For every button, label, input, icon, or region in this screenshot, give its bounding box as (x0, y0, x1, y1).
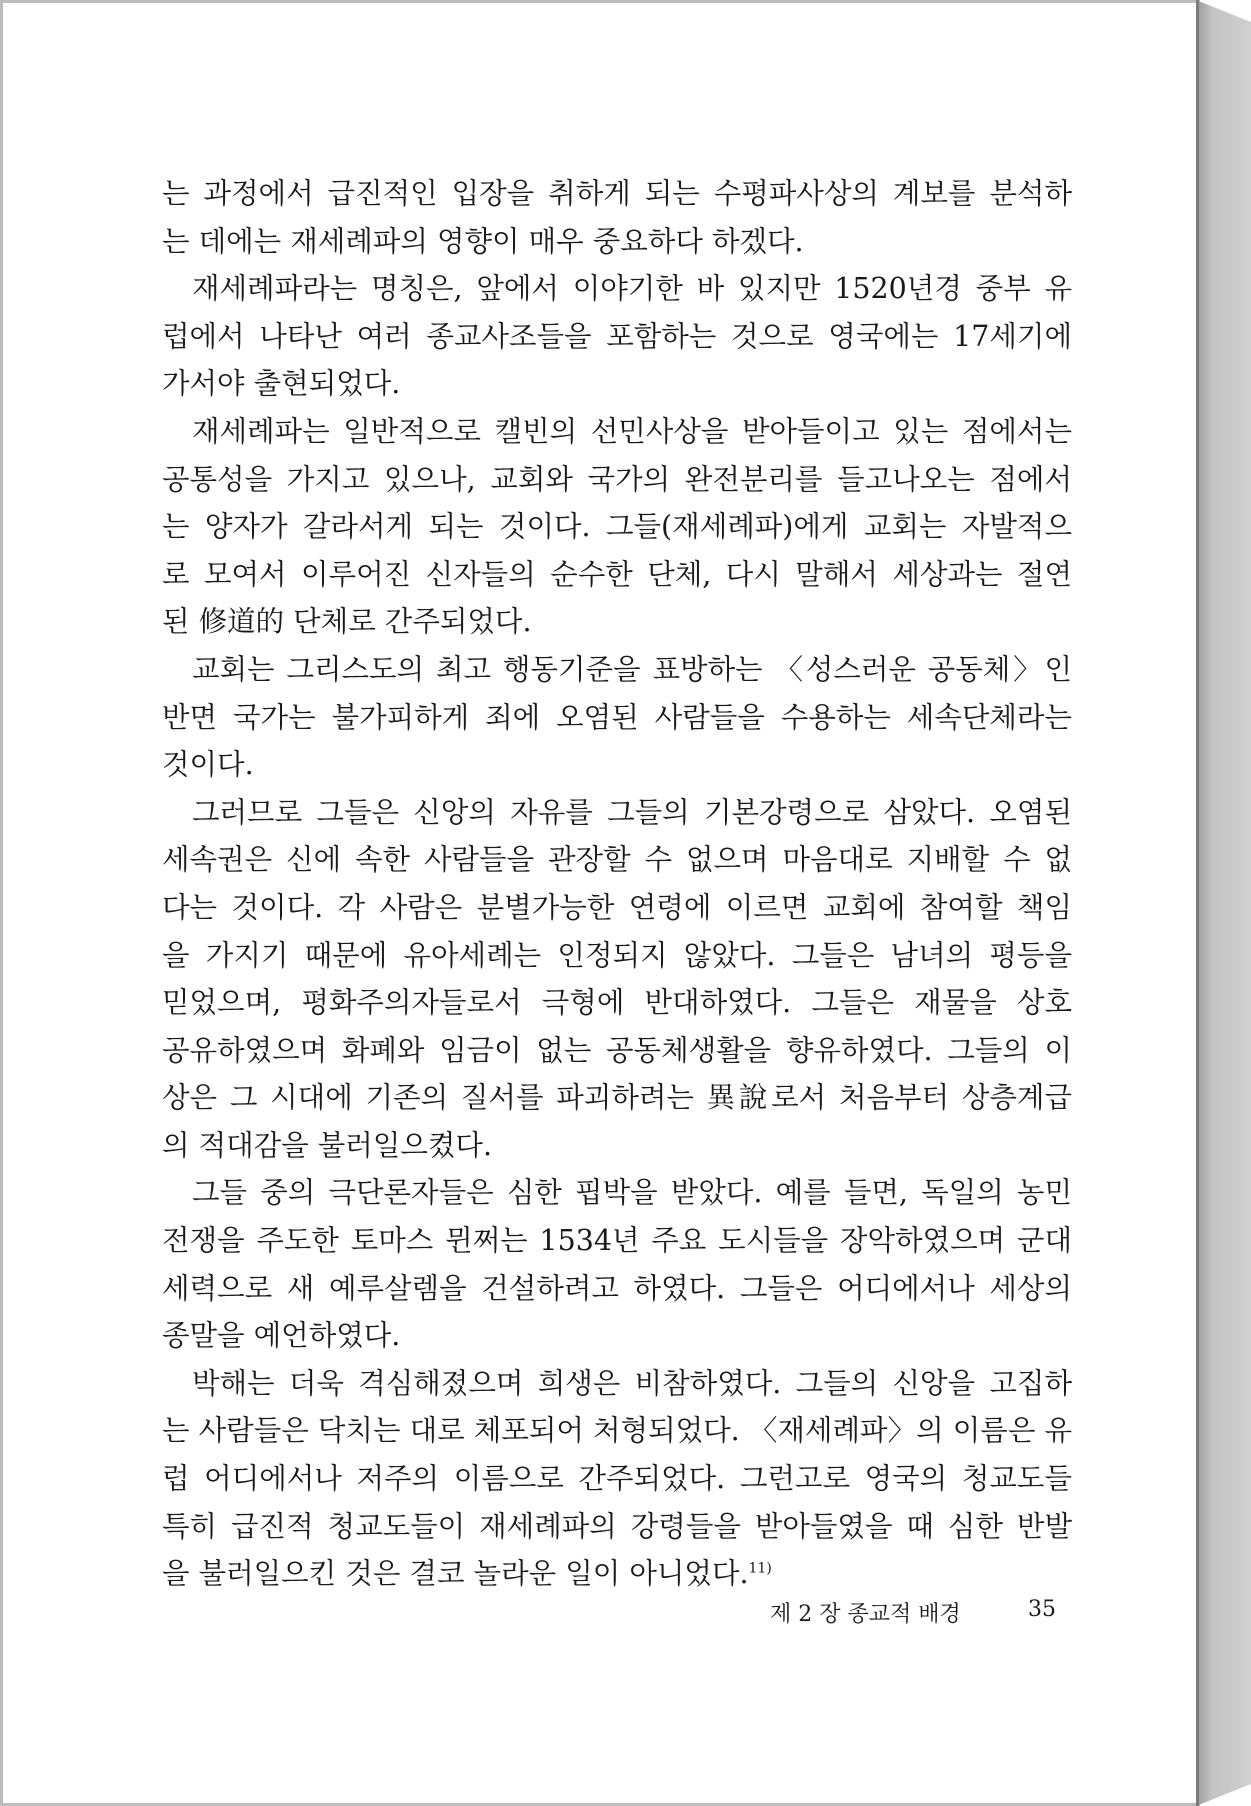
text-line: 을 불러일으킨 것은 결코 놀라운 일이 아니었다.$^{11)}$ (162, 1557, 772, 1591)
paragraph (162, 646, 1072, 789)
running-footer-chapter: 제 2 장 종교적 배경 (770, 1602, 961, 1627)
body-text (162, 170, 1072, 1598)
text-line: 세속권은 신에 속한 사람들을 관장할 수 없으며 마음대로 지배할 수 없 (162, 843, 1072, 877)
text-line: 공통성을 가지고 있으나, 교회와 국가의 완전분리를 들고나오는 점에서 (162, 462, 1072, 496)
paragraph (162, 1360, 1072, 1598)
text-line: 는 사람들은 닥치는 대로 체포되어 처형되었다. 〈재세례파〉의 이름은 유 (162, 1414, 1072, 1448)
footnote-marker: 11) (748, 1560, 772, 1577)
paragraph (162, 789, 1072, 1170)
text-line: 상은 그 시대에 기존의 질서를 파괴하려는 異說로서 처음부터 상층계급 (162, 1081, 1072, 1115)
text-line: 럽에서 나타난 여러 종교사조들을 포함하는 것으로 영국에는 17세기에 (162, 319, 1072, 353)
text-line: 을 가지기 때문에 유아세례는 인정되지 않았다. 그들은 남녀의 평등을 (162, 938, 1072, 972)
text-line: 럽 어디에서나 저주의 이름으로 간주되었다. 그런고로 영국의 청교도들 (162, 1462, 1072, 1496)
paragraph (162, 1169, 1072, 1359)
text-line: 공유하였으며 화폐와 임금이 없는 공동체생활을 향유하였다. 그들의 이 (162, 1033, 1072, 1067)
text-line: 는 데에는 재세례파의 영향이 매우 중요하다 하겠다. (162, 224, 804, 258)
text-line: 특히 급진적 청교도들이 재세례파의 강령들을 받아들였을 때 심한 반발 (162, 1509, 1072, 1543)
page-edge-line (1196, 0, 1199, 1806)
text-line: 것이다. (162, 748, 254, 782)
page-number: 35 (1028, 1597, 1056, 1622)
text-line: 박해는 더욱 격심해졌으며 희생은 비참하였다. 그들의 신앙을 고집하 (192, 1366, 1072, 1400)
text-line: 재세례파는 일반적으로 캘빈의 선민사상을 받아들이고 있는 점에서는 (192, 414, 1072, 448)
text-line: 된 修道的 단체로 간주되었다. (162, 605, 532, 639)
text-line: 교회는 그리스도의 최고 행동기준을 표방하는 〈성스러운 공동체〉인 (192, 652, 1072, 686)
text-line: 그러므로 그들은 신앙의 자유를 그들의 기본강령으로 삼았다. 오염된 (192, 795, 1072, 829)
text-line: 는 양자가 갈라서게 되는 것이다. 그들(재세례파)에게 교회는 자발적으 (162, 510, 1072, 544)
paragraph (162, 408, 1072, 646)
text-line: 다는 것이다. 각 사람은 분별가능한 연령에 이르면 교회에 참여할 책임 (162, 890, 1072, 924)
page-edge (1196, 0, 1251, 1806)
text-line: 의 적대감을 불러일으켰다. (162, 1128, 493, 1162)
text-line: 로 모여서 이루어진 신자들의 순수한 단체, 다시 말해서 세상과는 절연 (162, 557, 1072, 591)
paragraph (162, 265, 1072, 408)
text-line: 세력으로 새 예루살렘을 건설하려고 하였다. 그들은 어디에서나 세상의 (162, 1271, 1072, 1305)
text-line: 는 과정에서 급진적인 입장을 취하게 되는 수평파사상의 계보를 분석하 (162, 177, 1072, 210)
text-line: 반면 국가는 불가피하게 죄에 오염된 사람들을 수용하는 세속단체라는 (162, 700, 1072, 734)
text-line: 믿었으며, 평화주의자들로서 극형에 반대하였다. 그들은 재물을 상호 (162, 986, 1072, 1020)
text-line: 그들 중의 극단론자들은 심한 핍박을 받았다. 예를 들면, 독일의 농민 (192, 1176, 1072, 1210)
paragraph (162, 170, 1072, 265)
text-line: 전쟁을 주도한 토마스 뮌쩌는 1534년 주요 도시들을 장악하였으며 군대 (162, 1224, 1072, 1258)
text-line: 재세례파라는 명칭은, 앞에서 이야기한 바 있지만 1520년경 중부 유 (192, 272, 1072, 306)
text-line: 가서야 출현되었다. (162, 367, 401, 401)
text-line: 종말을 예언하였다. (162, 1319, 401, 1353)
